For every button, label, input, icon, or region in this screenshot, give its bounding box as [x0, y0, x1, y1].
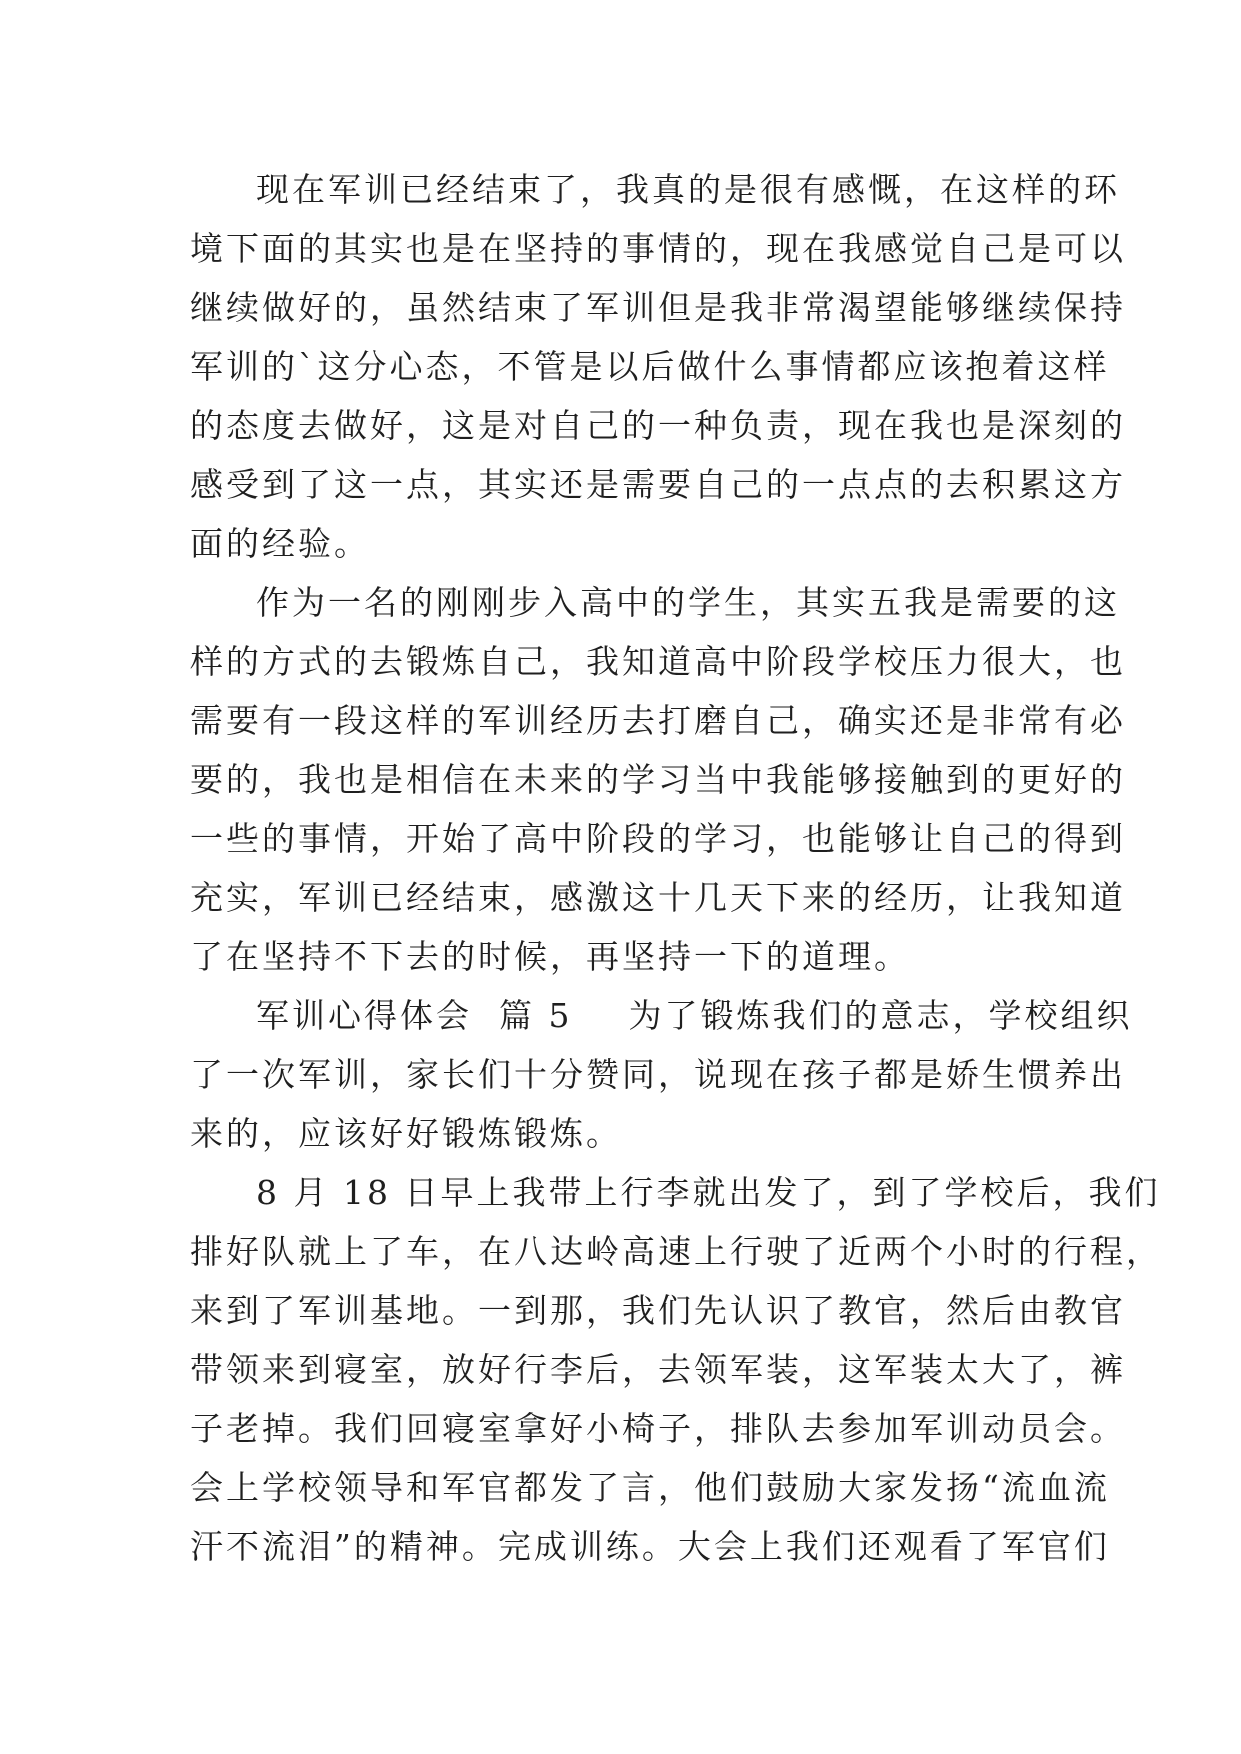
paragraph-4: [190, 1163, 1162, 1576]
text-line: 子老掉。我们回寝室拿好小椅子，排队去参加军训动员会。: [190, 1409, 1126, 1448]
text-line: 继续做好的，虽然结束了军训但是我非常渴望能够继续保持: [190, 288, 1126, 327]
text-line: 汗不流泪”的精神。完成训练。大会上我们还观看了军官们: [190, 1527, 1110, 1566]
text-line: 样的方式的去锻炼自己，我知道高中阶段学校压力很大，也: [190, 642, 1126, 681]
text-line: 面的经验。: [190, 524, 370, 563]
text-line: 会上学校领导和军官都发了言，他们鼓励大家发扬“流血流: [190, 1468, 1110, 1507]
text-line: 8 月 18 日早上我带上行李就出发了，到了学校后，我们: [256, 1173, 1161, 1212]
text-line: 作为一名的刚刚步入高中的学生，其实五我是需要的这: [256, 583, 1120, 622]
text-line: 了一次军训，家长们十分赞同，说现在孩子都是娇生惯养出: [190, 1055, 1126, 1094]
paragraph-2: [190, 573, 1126, 986]
text-line: 要的，我也是相信在未来的学习当中我能够接触到的更好的: [190, 760, 1126, 799]
text-line: 排好队就上了车，在八达岭高速上行驶了近两个小时的行程，: [190, 1232, 1162, 1271]
text-line: 充实，军训已经结束，感激这十几天下来的经历，让我知道: [190, 878, 1126, 917]
text-line: 来到了军训基地。一到那，我们先认识了教官，然后由教官: [190, 1291, 1126, 1330]
text-line: 带领来到寝室，放好行李后，去领军装，这军装太大了，裤: [190, 1350, 1126, 1389]
text-line: [190, 986, 1133, 1045]
text-line: 需要有一段这样的军训经历去打磨自己，确实还是非常有必: [190, 701, 1126, 740]
text-line-rest: 为了锻炼我们的意志，学校组织: [628, 996, 1133, 1035]
text-line: 的态度去做好，这是对自己的一种负责，现在我也是深刻的: [190, 406, 1126, 445]
section-heading: 军训心得体会 篇 5: [256, 996, 573, 1035]
text-line: 境下面的其实也是在坚持的事情的，现在我感觉自己是可以: [190, 229, 1126, 268]
text-line: 来的，应该好好锻炼锻炼。: [190, 1114, 622, 1153]
text-line: 了在坚持不下去的时候，再坚持一下的道理。: [190, 937, 910, 976]
text-line: 军训的`这分心态，不管是以后做什么事情都应该抱着这样: [190, 347, 1110, 386]
text-line: 现在军训已经结束了，我真的是很有感慨，在这样的环: [256, 170, 1120, 209]
paragraph-3: [190, 986, 1133, 1163]
text-line: 感受到了这一点，其实还是需要自己的一点点的去积累这方: [190, 465, 1126, 504]
text-line: 一些的事情，开始了高中阶段的学习，也能够让自己的得到: [190, 819, 1126, 858]
paragraph-1: [190, 160, 1126, 573]
document-body: [190, 160, 1162, 1576]
